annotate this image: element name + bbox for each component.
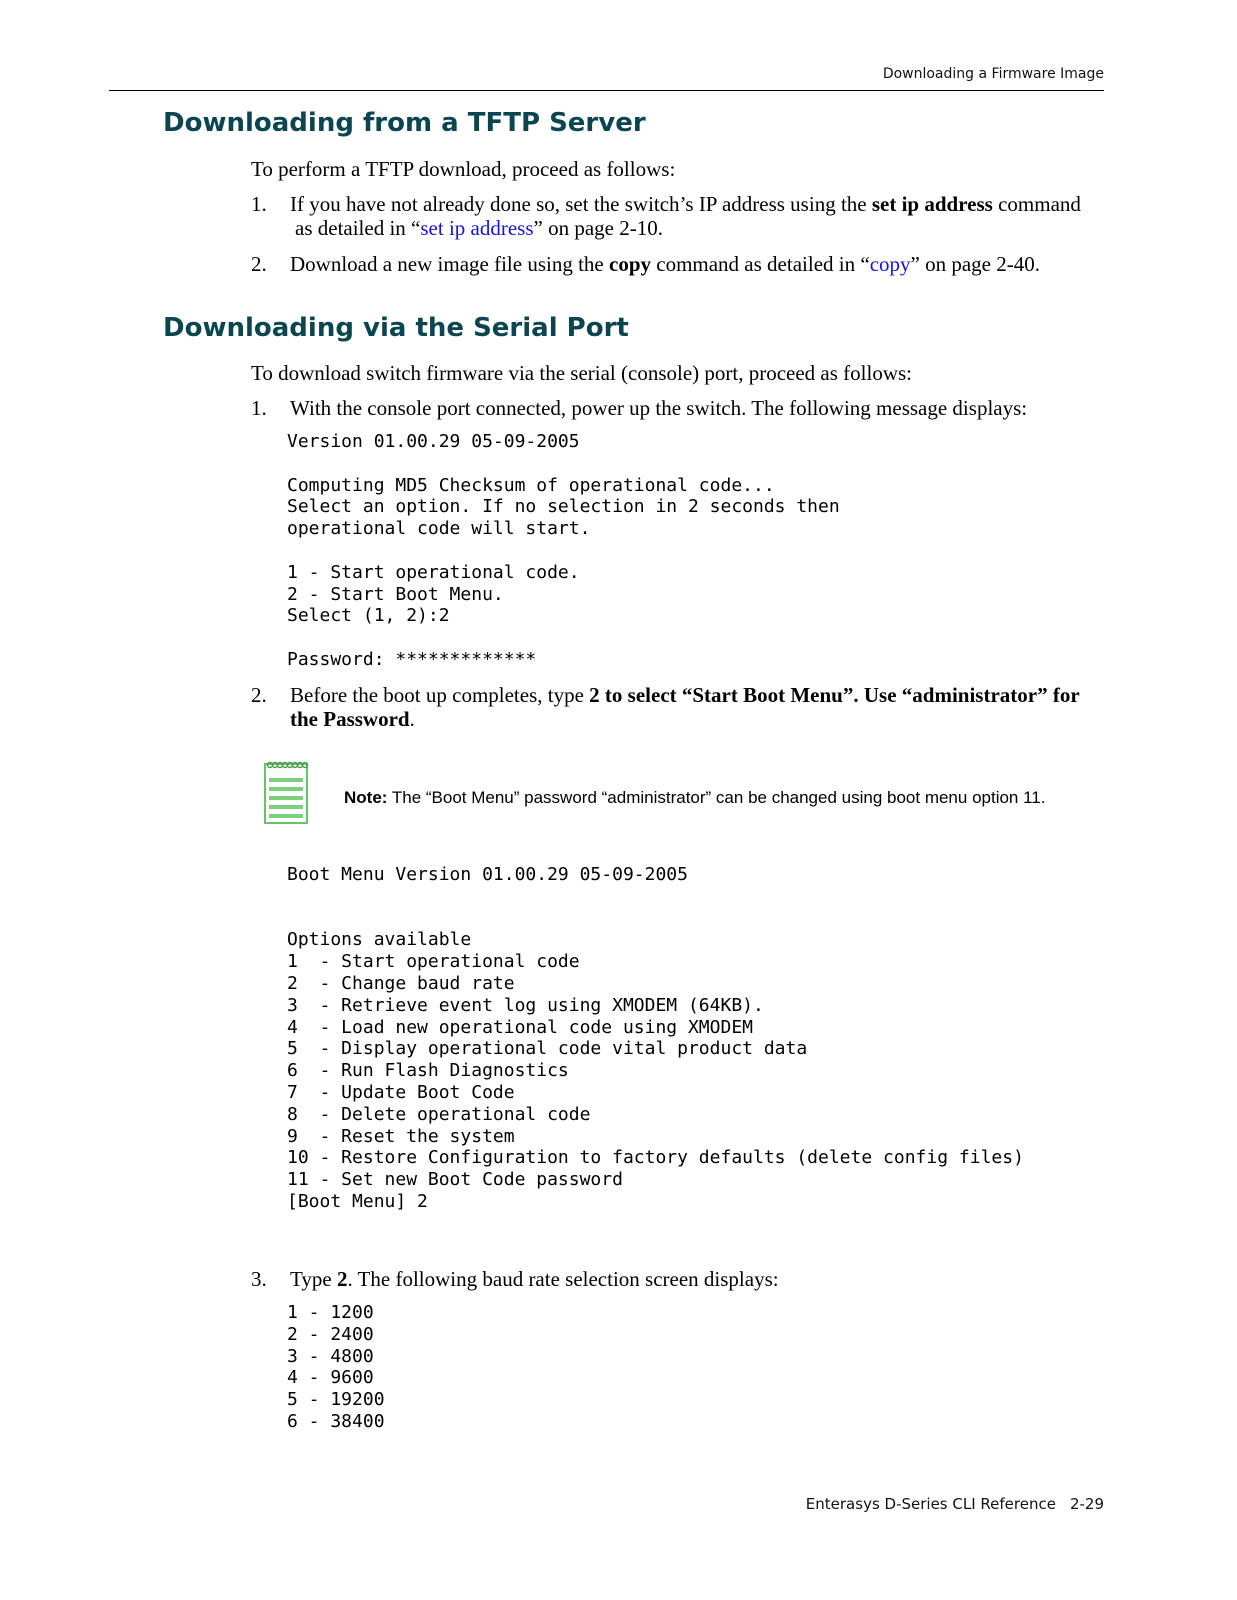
serial-step2-number: 2. [251, 683, 267, 707]
note-label: Note: [344, 788, 388, 807]
tftp-step1-text [290, 192, 1120, 240]
note-text [344, 788, 1045, 808]
serial-step3-number: 3. [251, 1267, 267, 1291]
tftp-step1-line1-post: command [992, 192, 1081, 216]
serial-step1-number: 1. [251, 396, 267, 420]
footer-book-title: Enterasys D-Series CLI Reference [805, 1495, 1056, 1513]
tftp-step2-post: ” on page 2-40. [910, 252, 1040, 276]
section-heading-serial: Downloading via the Serial Port [163, 313, 629, 343]
footer-page-number: 2-29 [1069, 1495, 1104, 1513]
header-rule [109, 90, 1104, 91]
notepad-icon [262, 758, 310, 826]
note-body: The “Boot Menu” password “administrator” can be changed using boot menu option 11. [387, 788, 1046, 807]
page-footer [806, 1495, 1104, 1513]
tftp-step2-text [290, 252, 1120, 276]
serial-step2-post: . [409, 707, 415, 731]
serial-step3-text [290, 1267, 1120, 1291]
console-output-boot-menu: Boot Menu Version 01.00.29 05-09-2005 Options available 1 - Start operational code 2 - Change baud rate 3 - Retrieve event log using XMODEM (64KB). 4 - Load new operational code using XMODEM 5 - Display operational code vital product data 6 - Run Flash Diagnostics 7 - Update Boot Code 8 - Delete operational code 9 - Reset the system 10 - Restore Configuration to factory defaults (delete config files) 11 - Set new Boot Code password [Boot Menu] 2 [287, 864, 1024, 1212]
tftp-step1-command: set ip address [871, 192, 993, 216]
serial-step1-text: With the console port connected, power up the switch. The following message displays: [290, 396, 1028, 420]
tftp-step1-line1-pre: If you have not already done so, set the switch’s IP address using the [290, 192, 872, 216]
set-ip-address-link[interactable]: set ip address [420, 216, 534, 240]
tftp-step2-mid: command as detailed in “ [651, 252, 870, 276]
section-heading-tftp: Downloading from a TFTP Server [163, 108, 646, 138]
serial-step3-post: . The following baud rate selection screen displays: [347, 1267, 779, 1291]
tftp-intro: To perform a TFTP download, proceed as follows: [251, 157, 676, 181]
console-output-baud-rates: 1 - 1200 2 - 2400 3 - 4800 4 - 9600 5 - 19200 6 - 38400 [287, 1302, 385, 1432]
serial-step3-bold: 2 [336, 1267, 348, 1291]
console-output-startup: Version 01.00.29 05-09-2005 Computing MD5 Checksum of operational code... Select an option. If no selection in 2 seconds then operational code will start. 1 - Start operational code. 2 - Start Boot Menu. Select (1, 2):2 Password: ************* [287, 431, 840, 670]
tftp-step1-line2-post: ” on page 2-10. [533, 216, 663, 240]
serial-step3-pre: Type [290, 1267, 337, 1291]
tftp-step2-command: copy [609, 252, 651, 276]
running-header: Downloading a Firmware Image [882, 66, 1104, 82]
serial-step2-pre: Before the boot up completes, type [290, 683, 590, 707]
tftp-step2-pre: Download a new image file using the [290, 252, 609, 276]
tftp-step1-number: 1. [251, 192, 267, 216]
tftp-step2-number: 2. [251, 252, 267, 276]
copy-link[interactable]: copy [869, 252, 911, 276]
serial-intro: To download switch firmware via the serial (console) port, proceed as follows: [251, 361, 912, 385]
serial-step2-text [290, 683, 1090, 731]
tftp-step1-line2-pre: as detailed in “ [295, 216, 421, 240]
serial-step2-bold: 2 to select “Start Boot Menu”. Use “administrator” for the Password [290, 683, 1080, 731]
